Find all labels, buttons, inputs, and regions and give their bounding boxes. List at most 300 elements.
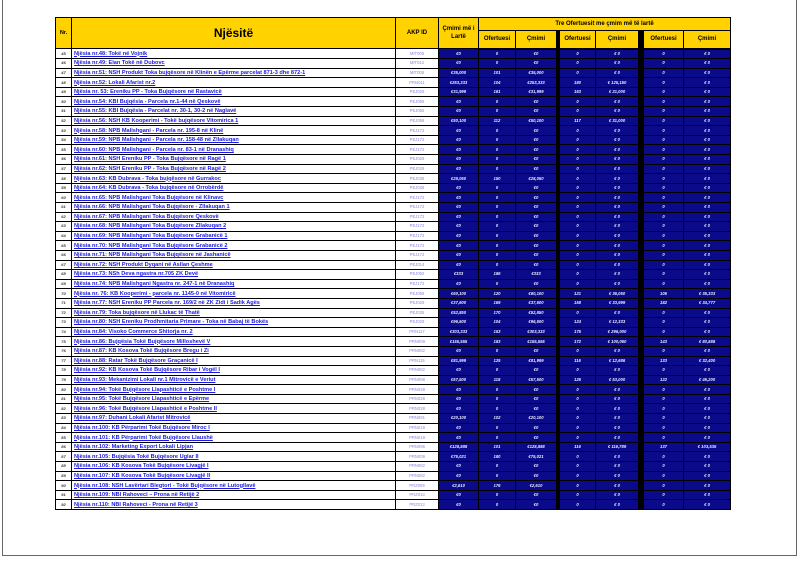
- akp-id-cell: PRN009: [396, 337, 439, 347]
- akp-id-cell: PEJ172: [396, 145, 439, 155]
- bidder-1-cell: 0: [479, 404, 516, 414]
- table-row: [56, 327, 731, 337]
- price-2-cell: € 0: [596, 270, 639, 280]
- price-2-cell: € 100,060: [596, 337, 639, 347]
- price-1-cell: €0: [516, 500, 557, 510]
- price-3-cell: € 0: [684, 87, 731, 97]
- unit-link[interactable]: Njësia nr.93: Mekanizimi Lokali nr.1 Mitrovicë e Veriut: [74, 376, 216, 383]
- price-2-cell: € 0: [596, 414, 639, 424]
- bidder-2-cell: 0: [560, 414, 596, 424]
- akp-id-cell: PEJ055: [396, 97, 439, 107]
- price-3-cell: € 0: [684, 394, 731, 404]
- bidder-2-cell: 180: [560, 78, 596, 88]
- unit-link[interactable]: Njësia nr.71: NPB Malishgani Toka Bujqësore në Jashanicë: [74, 252, 231, 259]
- price-3-cell: € 0: [684, 270, 731, 280]
- unit-link[interactable]: Njësia nr.68: NPB Malishgani Toka Bujqësore Zllakuqan 2: [74, 223, 227, 230]
- price-3-cell: € 0: [684, 59, 731, 69]
- unit-link[interactable]: Njësia nr.69: NPB Malishgani Toka Bujqësore Grabanicë 1: [74, 233, 228, 240]
- row-number-cell: 66: [56, 250, 72, 260]
- price-3-cell: € 0: [684, 164, 731, 174]
- unit-name-cell: [72, 308, 396, 318]
- unit-link[interactable]: Njësia nr.94: Tokë Bujqësore Llapashticë e Poshtme I: [74, 386, 216, 393]
- akp-id-cell: PEJ035: [396, 308, 439, 318]
- price-1-cell: €81,999: [516, 356, 557, 366]
- price-3-cell: € 0: [684, 500, 731, 510]
- bidder-2-cell: 0: [560, 97, 596, 107]
- unit-link[interactable]: Njësia nr.105: Bujqësia Tokë Bujqësore Uglar II: [74, 453, 199, 460]
- bidder-3-cell: 133: [644, 356, 684, 366]
- header-price-2: Çmimi: [596, 31, 639, 49]
- table-row: [56, 481, 731, 491]
- bidder-3-cell: 0: [644, 385, 684, 395]
- unit-name-cell: [72, 68, 396, 78]
- bidder-2-cell: 163: [560, 87, 596, 97]
- price-2-cell: € 0: [596, 59, 639, 69]
- price-1-cell: €60,100: [516, 289, 557, 299]
- unit-link[interactable]: Njësia nr.61: NSH Ereniku PP - Toka Bujqësore në Ragë 1: [74, 156, 226, 163]
- bidder-1-cell: 180: [479, 452, 516, 462]
- unit-link[interactable]: Njësia nr.87: KB Kosova Tokë Bujqësore Bregu i Zi: [74, 348, 209, 355]
- akp-id-cell: PEJ172: [396, 250, 439, 260]
- unit-name-cell: [72, 318, 396, 328]
- price-1-cell: €0: [516, 462, 557, 472]
- price-3-cell: € 0: [684, 68, 731, 78]
- row-number-cell: 75: [56, 337, 72, 347]
- price-1-cell: €0: [516, 126, 557, 136]
- bidder-3-cell: 0: [644, 49, 684, 59]
- unit-link[interactable]: Njësia nr.84: Visoko Commerce Shitorja nr. 2: [74, 329, 193, 336]
- unit-link[interactable]: Njësia nr.88: Ratar Tokë Bujqësore Graçanicë I: [74, 357, 198, 364]
- bidder-3-cell: 137: [644, 442, 684, 452]
- bidder-3-cell: 0: [644, 500, 684, 510]
- bidder-2-cell: 172: [560, 337, 596, 347]
- akp-id-cell: PEJ029: [396, 155, 439, 165]
- row-number-cell: 55: [56, 145, 72, 155]
- table-row: [56, 404, 731, 414]
- unit-link[interactable]: Njësia nr.72: NSH Produkt Dyqani në Asllan Çeshme: [74, 261, 213, 268]
- bidder-3-cell: 0: [644, 404, 684, 414]
- unit-link[interactable]: Njësia nr.86: Bujqësia Tokë Bujqësore Milloshevë V: [74, 338, 211, 345]
- row-number-cell: 90: [56, 481, 72, 491]
- bidder-2-cell: 0: [560, 174, 596, 184]
- bidder-2-cell: 0: [560, 241, 596, 251]
- price-1-cell: €0: [516, 490, 557, 500]
- unit-link[interactable]: Njësia nr.92: KB Kosova Tokë Bujqësore Ribar i Vogël I: [74, 367, 220, 374]
- highest-price-cell: €20,100: [439, 414, 479, 424]
- table-row: [56, 241, 731, 251]
- header-price-3: Çmimi: [684, 31, 731, 49]
- akp-id-cell: PEJ172: [396, 193, 439, 203]
- table-row: [56, 346, 731, 356]
- unit-link[interactable]: Njësia nr.48: Tokë në Vojnik: [74, 50, 148, 57]
- unit-link[interactable]: Njësia nr.59: NPB Malishgani - Parcela nr. 158-48 në Zllakuqan: [74, 137, 239, 144]
- table-row: [56, 155, 731, 165]
- unit-link[interactable]: Njësia nr.100: KB Përparimi Tokë Bujqësore Miroc I: [74, 424, 210, 431]
- price-1-cell: €2,610: [516, 481, 557, 491]
- bidder-3-cell: 0: [644, 155, 684, 165]
- price-2-cell: € 0: [596, 155, 639, 165]
- table-row: [56, 78, 731, 88]
- bidder-3-cell: 0: [644, 366, 684, 376]
- row-number-cell: 82: [56, 404, 72, 414]
- price-3-cell: € 0: [684, 222, 731, 232]
- highest-price-cell: €0: [439, 193, 479, 203]
- price-3-cell: € 0: [684, 241, 731, 251]
- header-nr: Nr.: [56, 18, 72, 49]
- bidder-2-cell: 0: [560, 183, 596, 193]
- bidder-3-cell: 0: [644, 327, 684, 337]
- price-2-cell: € 0: [596, 145, 639, 155]
- price-2-cell: € 0: [596, 471, 639, 481]
- bidder-3-cell: 0: [644, 241, 684, 251]
- row-number-cell: 59: [56, 183, 72, 193]
- bidder-1-cell: 125: [479, 356, 516, 366]
- unit-name-cell: [72, 116, 396, 126]
- row-number-cell: 78: [56, 366, 72, 376]
- price-3-cell: € 0: [684, 414, 731, 424]
- unit-link[interactable]: Njësia nr.107: KB Kosova Tokë Bujqësore Livagjë II: [74, 472, 211, 479]
- price-1-cell: €0: [516, 203, 557, 213]
- bidder-2-cell: 0: [560, 452, 596, 462]
- akp-id-cell: PRN028: [396, 404, 439, 414]
- row-number-cell: 68: [56, 270, 72, 280]
- table-row: [56, 68, 731, 78]
- akp-id-cell: PEJ055: [396, 107, 439, 117]
- highest-price-cell: €303,333: [439, 327, 479, 337]
- unit-link[interactable]: Njësia nr.77: NSH Ereniku PP Parcela nr. 169/2 në ZK Zidi i Sadik Agës: [74, 300, 260, 307]
- unit-name-cell: [72, 442, 396, 452]
- unit-link[interactable]: Njësia nr. 76: KB Kooperimi - parcela nr. 1145-0 në Vitomiricë: [74, 290, 236, 297]
- price-2-cell: € 21,000: [596, 87, 639, 97]
- price-1-cell: €0: [516, 241, 557, 251]
- unit-link[interactable]: Njësia nr.49: Elan Tokë në Dubovc: [74, 60, 165, 67]
- unit-link[interactable]: Njësia nr.96: Tokë Bujqësore Llapashticë e Poshtme II: [74, 405, 217, 412]
- akp-id-cell: MIT008: [396, 49, 439, 59]
- bidder-3-cell: 0: [644, 222, 684, 232]
- unit-link[interactable]: Njësia nr. 53: Ereniku PP - Toka Bujqësore në Rastavicë: [74, 89, 222, 96]
- price-2-cell: € 0: [596, 346, 639, 356]
- akp-id-cell: PRN019: [396, 423, 439, 433]
- highest-price-cell: €0: [439, 126, 479, 136]
- akp-id-cell: PRN098: [396, 375, 439, 385]
- price-1-cell: €0: [516, 250, 557, 260]
- price-2-cell: € 296,000: [596, 327, 639, 337]
- row-number-cell: 71: [56, 298, 72, 308]
- price-2-cell: € 0: [596, 385, 639, 395]
- bidder-1-cell: 0: [479, 471, 516, 481]
- price-2-cell: € 0: [596, 500, 639, 510]
- price-3-cell: € 0: [684, 231, 731, 241]
- akp-id-cell: PEJ056: [396, 289, 439, 299]
- bidder-2-cell: 116: [560, 442, 596, 452]
- akp-id-cell: PRZ013: [396, 490, 439, 500]
- unit-name-cell: [72, 298, 396, 308]
- unit-name-cell: [72, 126, 396, 136]
- price-2-cell: € 31,000: [596, 116, 639, 126]
- price-1-cell: €0: [516, 423, 557, 433]
- bidder-3-cell: 0: [644, 270, 684, 280]
- akp-id-cell: PRN115: [396, 356, 439, 366]
- akp-id-cell: PEJ172: [396, 279, 439, 289]
- unit-link[interactable]: Njësia nr.55: KBI Bujqësia - Parcelat nr. 30-1, 30-2 në Naglavë: [74, 108, 237, 115]
- unit-link[interactable]: Njësia nr.65: NPB Malishgani Toka Bujqësore në Klinavc: [74, 194, 224, 201]
- akp-id-cell: PRN019: [396, 433, 439, 443]
- row-number-cell: 84: [56, 423, 72, 433]
- unit-link[interactable]: Njësia nr.63: KB Dubrava - Toka bujqësore në Gurrakoc: [74, 175, 221, 182]
- bidder-1-cell: 0: [479, 126, 516, 136]
- highest-price-cell: €60,100: [439, 289, 479, 299]
- row-number-cell: 88: [56, 462, 72, 472]
- bidder-3-cell: 0: [644, 212, 684, 222]
- row-number-cell: 70: [56, 289, 72, 299]
- price-3-cell: € 0: [684, 279, 731, 289]
- bidder-1-cell: 183: [479, 337, 516, 347]
- header-bidder-1: Ofertuesi: [479, 31, 516, 49]
- akp-id-cell: PEJ014: [396, 260, 439, 270]
- table-row: [56, 375, 731, 385]
- price-3-cell: € 0: [684, 385, 731, 395]
- table-row: [56, 414, 731, 424]
- bidder-1-cell: 161: [479, 87, 516, 97]
- unit-link[interactable]: Njësia nr.80: NSH Ereniku Prodhmitaria Primare - Toka në Babaj të Bokës: [74, 319, 269, 326]
- unit-link[interactable]: Njësia nr.73: NSh Deva ngastra nr.705 ZK Devë: [74, 271, 199, 278]
- bidder-2-cell: 0: [560, 394, 596, 404]
- price-1-cell: €28,050: [516, 174, 557, 184]
- price-1-cell: €253,333: [516, 78, 557, 88]
- unit-link[interactable]: Njësia nr.54: KBI Bujqësia - Parcela nr.1-44 në Qeskovë: [74, 98, 221, 105]
- bidder-1-cell: 0: [479, 193, 516, 203]
- bidder-1-cell: 0: [479, 366, 516, 376]
- akp-id-cell: PEJ036: [396, 174, 439, 184]
- unit-link[interactable]: Njësia nr.95: Tokë Bujqësore Llapashticë e Epërme: [74, 396, 210, 403]
- bidder-1-cell: 0: [479, 212, 516, 222]
- unit-name-cell: [72, 145, 396, 155]
- price-2-cell: € 0: [596, 193, 639, 203]
- highest-price-cell: €0: [439, 164, 479, 174]
- bidder-1-cell: 104: [479, 318, 516, 328]
- akp-id-cell: PRZ009: [396, 481, 439, 491]
- highest-price-cell: €0: [439, 260, 479, 270]
- highest-price-cell: €0: [439, 212, 479, 222]
- unit-name-cell: [72, 260, 396, 270]
- bidder-1-cell: 0: [479, 241, 516, 251]
- table-row: [56, 183, 731, 193]
- bidder-3-cell: 0: [644, 414, 684, 424]
- akp-id-cell: PEJ172: [396, 222, 439, 232]
- price-2-cell: € 0: [596, 203, 639, 213]
- bidder-3-cell: 0: [644, 68, 684, 78]
- price-2-cell: € 0: [596, 68, 639, 78]
- bidder-2-cell: 158: [560, 298, 596, 308]
- bidder-3-cell: 0: [644, 116, 684, 126]
- price-3-cell: € 0: [684, 404, 731, 414]
- unit-link[interactable]: Njësia nr.74: NPB Malishgani Ngastra nr. 247-1 në Dranashiq: [74, 281, 235, 288]
- row-number-cell: 92: [56, 500, 72, 510]
- row-number-cell: 50: [56, 97, 72, 107]
- akp-id-cell: PEJ172: [396, 241, 439, 251]
- table-row: [56, 231, 731, 241]
- unit-link[interactable]: Njësia nr.109: NBI Rahoveci – Prona në Retijë 2: [74, 492, 200, 499]
- bidder-1-cell: 0: [479, 346, 516, 356]
- unit-name-cell: [72, 183, 396, 193]
- table-row: [56, 193, 731, 203]
- unit-link[interactable]: Njësia nr.64: KB Dubrava - Toka bujqësore në Orrobërdë: [74, 185, 224, 192]
- price-1-cell: €52,850: [516, 308, 557, 318]
- bidder-3-cell: 0: [644, 78, 684, 88]
- highest-price-cell: €2,610: [439, 481, 479, 491]
- bidder-1-cell: 0: [479, 107, 516, 117]
- price-2-cell: € 0: [596, 404, 639, 414]
- unit-link[interactable]: Njësia nr.58: NPB Malishgani - Parcela nr. 195-8 në Klinë: [74, 127, 224, 134]
- unit-link[interactable]: Njësia nr.67: NPB Malishgani Toka Bujqësore Qeskovë: [74, 213, 219, 220]
- akp-id-cell: PEJ092: [396, 270, 439, 280]
- bidder-3-cell: 105: [644, 289, 684, 299]
- unit-name-cell: [72, 174, 396, 184]
- row-number-cell: 91: [56, 490, 72, 500]
- unit-name-cell: [72, 452, 396, 462]
- bidder-2-cell: 0: [560, 462, 596, 472]
- price-3-cell: € 0: [684, 97, 731, 107]
- bidder-1-cell: 0: [479, 423, 516, 433]
- bidder-2-cell: 0: [560, 279, 596, 289]
- bidder-1-cell: 170: [479, 308, 516, 318]
- akp-id-cell: PEJ172: [396, 231, 439, 241]
- table-row: [56, 318, 731, 328]
- unit-link[interactable]: Njësia nr.106: KB Kosova Tokë Bujqësore Livagjë I: [74, 463, 209, 470]
- table-row: [56, 490, 731, 500]
- unit-name-cell: [72, 356, 396, 366]
- bidder-2-cell: 0: [560, 423, 596, 433]
- bidder-1-cell: 0: [479, 135, 516, 145]
- highest-price-cell: €0: [439, 145, 479, 155]
- bidder-2-cell: 0: [560, 260, 596, 270]
- highest-price-cell: €0: [439, 366, 479, 376]
- unit-name-cell: [72, 250, 396, 260]
- bidder-3-cell: 0: [644, 97, 684, 107]
- bidder-2-cell: 0: [560, 155, 596, 165]
- bidder-1-cell: 0: [479, 433, 516, 443]
- bidder-1-cell: 169: [479, 298, 516, 308]
- price-2-cell: € 0: [596, 135, 639, 145]
- unit-name-cell: [72, 59, 396, 69]
- row-number-cell: 72: [56, 308, 72, 318]
- price-1-cell: €0: [516, 212, 557, 222]
- price-2-cell: € 12,333: [596, 318, 639, 328]
- price-3-cell: € 0: [684, 318, 731, 328]
- highest-price-cell: €155,555: [439, 337, 479, 347]
- price-1-cell: €0: [516, 164, 557, 174]
- price-1-cell: €303,333: [516, 327, 557, 337]
- price-1-cell: €31,999: [516, 87, 557, 97]
- price-3-cell: € 0: [684, 308, 731, 318]
- akp-id-cell: PRN028: [396, 385, 439, 395]
- unit-name-cell: [72, 203, 396, 213]
- price-2-cell: € 0: [596, 241, 639, 251]
- unit-link[interactable]: Njësia nr.110: NBI Rahoveci - Prona në Retijë 3: [74, 501, 198, 508]
- price-1-cell: €75,021: [516, 452, 557, 462]
- unit-name-cell: [72, 222, 396, 232]
- unit-link[interactable]: Njësia nr.62: NSH Ereniku PP - Toka Bujqësore në Ragë 2: [74, 165, 226, 172]
- highest-price-cell: €0: [439, 433, 479, 443]
- highest-price-cell: €28,050: [439, 174, 479, 184]
- highest-price-cell: €50,100: [439, 116, 479, 126]
- highest-price-cell: €0: [439, 222, 479, 232]
- unit-name-cell: [72, 346, 396, 356]
- bidder-3-cell: 0: [644, 87, 684, 97]
- bidder-2-cell: 0: [560, 490, 596, 500]
- price-1-cell: €0: [516, 59, 557, 69]
- price-2-cell: € 116,789: [596, 442, 639, 452]
- unit-link[interactable]: Njësia nr.51: NSH Produkt Toka bujqësore në Klinën e Epërme parcelat 871-3 dhe 872-1: [74, 69, 306, 76]
- price-3-cell: € 0: [684, 471, 731, 481]
- unit-link[interactable]: Njësia nr.79: Toka bujqësore në Llukac të Thatë: [74, 309, 200, 316]
- unit-link[interactable]: Njësia nr.102: Marketing Export Lokali Lipjan: [74, 444, 194, 451]
- unit-link[interactable]: Njësia nr.108: NSH Lavërtari Blegtori - Tokë Bujqësore në Lutogllavë: [74, 482, 256, 489]
- unit-link[interactable]: Njësia nr.56: NSH KB Kooperimi - Tokë bujqësore Vitomirica 1: [74, 117, 239, 124]
- price-2-cell: € 33,999: [596, 298, 639, 308]
- header-name: Njësitë: [72, 18, 396, 49]
- bidder-3-cell: 0: [644, 318, 684, 328]
- bidder-3-cell: 0: [644, 59, 684, 69]
- bidder-3-cell: 0: [644, 250, 684, 260]
- unit-name-cell: [72, 87, 396, 97]
- row-number-cell: 73: [56, 318, 72, 328]
- price-3-cell: € 0: [684, 212, 731, 222]
- unit-name-cell: [72, 471, 396, 481]
- highest-price-cell: €0: [439, 250, 479, 260]
- unit-link[interactable]: Njësia nr.70: NPB Malishgani Toka Bujqësore Grabanicë 2: [74, 242, 228, 249]
- price-1-cell: €0: [516, 366, 557, 376]
- price-1-cell: €0: [516, 135, 557, 145]
- price-3-cell: € 0: [684, 203, 731, 213]
- price-1-cell: €0: [516, 97, 557, 107]
- bidder-3-cell: 0: [644, 462, 684, 472]
- bidder-2-cell: 116: [560, 356, 596, 366]
- bidder-1-cell: 102: [479, 414, 516, 424]
- bidder-2-cell: 0: [560, 385, 596, 395]
- unit-link[interactable]: Njësia nr.52: Lokali Afarist nr.2: [74, 79, 156, 86]
- bidder-1-cell: 0: [479, 49, 516, 59]
- bidder-1-cell: 0: [479, 394, 516, 404]
- price-2-cell: € 0: [596, 174, 639, 184]
- akp-id-cell: PRZ013: [396, 500, 439, 510]
- price-3-cell: € 80,888: [684, 337, 731, 347]
- highest-price-cell: €75,021: [439, 452, 479, 462]
- row-number-cell: 80: [56, 385, 72, 395]
- bidder-1-cell: 176: [479, 481, 516, 491]
- unit-link[interactable]: Njësia nr.66: NPB Malishgani Toka Bujqësore - Zllakuqan 1: [74, 204, 230, 211]
- row-number-cell: 79: [56, 375, 72, 385]
- akp-id-cell: PRN009: [396, 452, 439, 462]
- unit-link[interactable]: Njësia nr.101: KB Përparimi Tokë Bujqësore Llaushë: [74, 434, 213, 441]
- auction-results-table: [55, 17, 731, 510]
- bidder-1-cell: 0: [479, 203, 516, 213]
- price-3-cell: € 34,777: [684, 298, 731, 308]
- row-number-cell: 65: [56, 241, 72, 251]
- unit-link[interactable]: Njësia nr.97: Duhani Lokali Afarist Mitrovicë: [74, 415, 191, 422]
- unit-name-cell: [72, 231, 396, 241]
- bidder-2-cell: 117: [560, 116, 596, 126]
- table-row: [56, 126, 731, 136]
- price-3-cell: € 46,200: [684, 375, 731, 385]
- bidder-1-cell: 101: [479, 68, 516, 78]
- price-2-cell: € 36,050: [596, 289, 639, 299]
- row-number-cell: 62: [56, 212, 72, 222]
- row-number-cell: 69: [56, 279, 72, 289]
- bidder-3-cell: 182: [644, 298, 684, 308]
- unit-link[interactable]: Njësia nr.60: NPB Malishgani - Parcela nr. 83-1 në Dranashiq: [74, 146, 234, 153]
- price-3-cell: € 0: [684, 135, 731, 145]
